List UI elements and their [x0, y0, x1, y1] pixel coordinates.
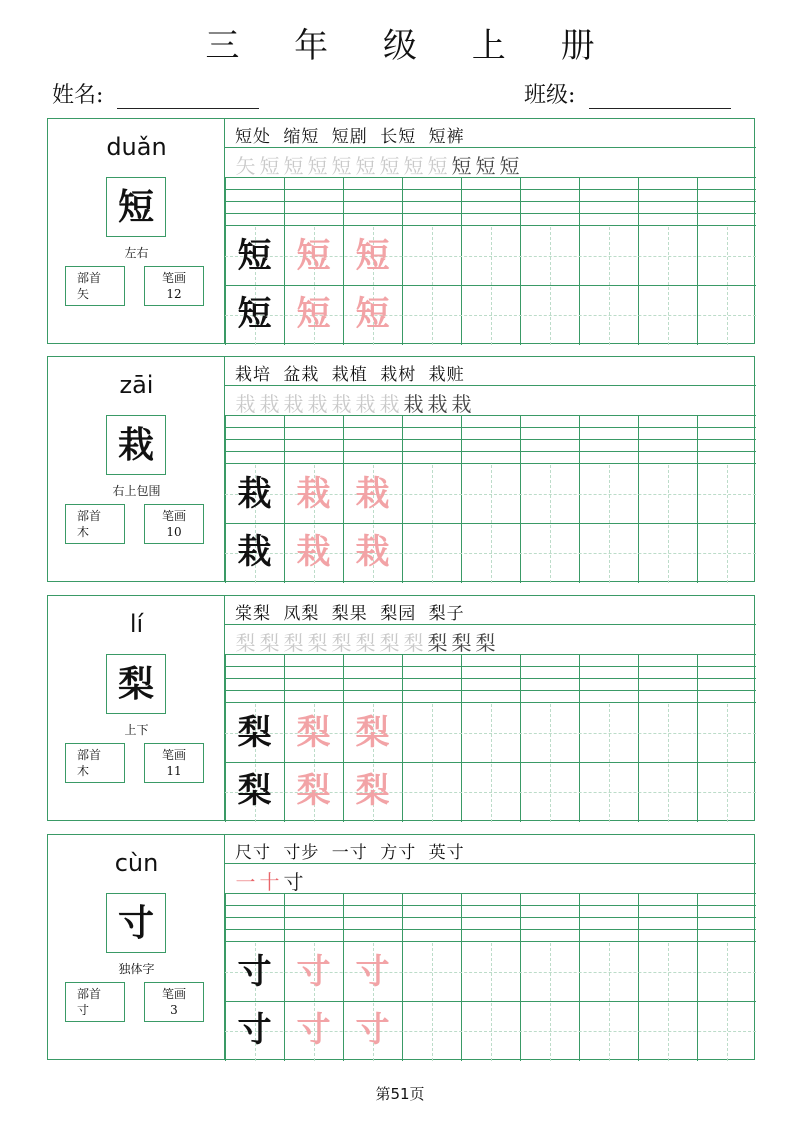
grid-guide-line — [550, 227, 551, 345]
grid-column-line — [579, 893, 580, 1061]
character-card — [47, 595, 755, 821]
grid-guide-line — [668, 943, 669, 1061]
stroke-order — [233, 150, 521, 176]
grid-row-line — [225, 201, 756, 202]
char-box — [106, 654, 166, 714]
radical-value: 木 — [77, 764, 90, 778]
radical-label: 部首 — [77, 509, 102, 523]
stroke-step: 梨 — [475, 631, 495, 655]
stroke-count-label: 笔画 — [161, 271, 186, 285]
main-character: 栽 — [117, 424, 154, 466]
radical-box — [65, 504, 125, 544]
grid-column-line — [520, 654, 521, 822]
radical-box — [65, 266, 125, 306]
grid-row-line — [225, 929, 756, 930]
stroke-step: 短 — [427, 154, 447, 178]
grid-guide-line — [727, 704, 728, 822]
main-character: 梨 — [117, 663, 154, 705]
stroke-step: 短 — [355, 154, 375, 178]
stroke-count-value: 12 — [166, 287, 182, 301]
rule-line — [225, 863, 756, 864]
pinyin: duǎn — [106, 133, 167, 161]
stroke-count-box — [144, 982, 204, 1022]
trace-character: 寸 — [296, 1010, 331, 1050]
grid-column-line — [520, 177, 521, 345]
trace-character: 梨 — [296, 713, 331, 753]
grid-column-line — [697, 415, 698, 583]
grid-column-line — [579, 654, 580, 822]
char-box — [106, 893, 166, 953]
stroke-step: 十 — [259, 870, 279, 894]
model-character: 短 — [237, 294, 272, 334]
grid-row-line — [225, 439, 756, 440]
stroke-count-box — [144, 743, 204, 783]
grid-column-line — [579, 177, 580, 345]
vocabulary-words: 棠梨 凤梨 梨果 梨园 梨子 — [235, 604, 465, 624]
trace-character: 梨 — [355, 713, 390, 753]
radical-value: 矢 — [77, 287, 90, 301]
writing-grid[interactable] — [225, 654, 756, 822]
page-number: 第51页 — [375, 1085, 425, 1103]
grid-row-line — [225, 893, 756, 894]
stroke-step: 短 — [307, 154, 327, 178]
radical-value: 木 — [77, 525, 90, 539]
stroke-count-label: 笔画 — [161, 748, 186, 762]
stroke-step: 一 — [235, 870, 255, 894]
grid-guide-line — [668, 465, 669, 583]
trace-character: 寸 — [296, 952, 331, 992]
grid-row-line — [225, 225, 756, 226]
stroke-step: 栽 — [427, 392, 447, 416]
grid-row-line — [225, 941, 756, 942]
stroke-step: 栽 — [355, 392, 375, 416]
stroke-step: 栽 — [379, 392, 399, 416]
char-info-panel — [48, 835, 225, 1059]
main-character: 寸 — [117, 902, 154, 944]
character-card — [47, 834, 755, 1060]
grid-guide-line — [727, 465, 728, 583]
page-title: 三 年 级 上 册 — [205, 26, 617, 66]
grid-row-line — [225, 702, 756, 703]
char-info-panel — [48, 119, 225, 343]
grid-column-line — [520, 415, 521, 583]
stroke-step: 栽 — [235, 392, 255, 416]
model-character: 栽 — [237, 532, 272, 572]
radical-label: 部首 — [77, 271, 102, 285]
char-info-panel — [48, 357, 225, 581]
vocabulary-words: 栽培 盆栽 栽植 栽树 栽赃 — [235, 365, 465, 385]
grid-guide-line — [727, 227, 728, 345]
grid-guide-line — [491, 704, 492, 822]
pinyin: lí — [129, 610, 144, 638]
stroke-count-value: 11 — [166, 764, 182, 778]
stroke-step: 短 — [499, 154, 519, 178]
stroke-step: 梨 — [259, 631, 279, 655]
stroke-step: 栽 — [403, 392, 423, 416]
stroke-order — [233, 627, 497, 653]
rule-line — [225, 147, 756, 148]
trace-character: 短 — [355, 236, 390, 276]
stroke-count-label: 笔画 — [161, 509, 186, 523]
grid-guide-line — [432, 943, 433, 1061]
radical-label: 部首 — [77, 748, 102, 762]
grid-guide-line — [550, 465, 551, 583]
grid-column-line — [697, 893, 698, 1061]
stroke-step: 梨 — [283, 631, 303, 655]
grid-row-line — [225, 415, 756, 416]
grid-row-line — [225, 213, 756, 214]
model-character: 寸 — [237, 1010, 272, 1050]
vocabulary-words: 短处 缩短 短剧 长短 短裤 — [235, 127, 465, 147]
structure-label: 上下 — [124, 723, 149, 737]
radical-box — [65, 982, 125, 1022]
grid-guide-line — [609, 465, 610, 583]
stroke-step: 栽 — [307, 392, 327, 416]
grid-column-line — [638, 654, 639, 822]
char-info-panel — [48, 596, 225, 820]
grid-row-line — [225, 917, 756, 918]
stroke-step: 梨 — [235, 631, 255, 655]
stroke-step: 短 — [283, 154, 303, 178]
stroke-order — [233, 866, 305, 892]
grid-column-line — [402, 654, 403, 822]
grid-guide-line — [432, 704, 433, 822]
main-character: 短 — [117, 186, 154, 228]
trace-character: 寸 — [355, 1010, 390, 1050]
grid-row-line — [225, 905, 756, 906]
radical-value: 寸 — [77, 1003, 90, 1017]
stroke-step: 梨 — [403, 631, 423, 655]
grid-row-line — [225, 678, 756, 679]
grid-guide-line — [550, 704, 551, 822]
grid-row-line — [225, 189, 756, 190]
grid-guide-line — [609, 704, 610, 822]
stroke-step: 栽 — [283, 392, 303, 416]
stroke-step: 梨 — [379, 631, 399, 655]
stroke-count-box — [144, 266, 204, 306]
name-blank-line[interactable] — [117, 85, 259, 109]
grid-row-line — [225, 177, 756, 178]
grid-guide-line — [491, 227, 492, 345]
grid-guide-line — [432, 465, 433, 583]
trace-character: 栽 — [355, 474, 390, 514]
trace-character: 梨 — [296, 771, 331, 811]
stroke-order — [233, 388, 473, 414]
grid-row-line — [225, 690, 756, 691]
stroke-step: 短 — [451, 154, 471, 178]
model-character: 梨 — [237, 771, 272, 811]
stroke-step: 梨 — [331, 631, 351, 655]
stroke-step: 梨 — [427, 631, 447, 655]
model-character: 栽 — [237, 474, 272, 514]
rule-line — [225, 624, 756, 625]
stroke-step: 矢 — [235, 154, 255, 178]
stroke-step: 栽 — [451, 392, 471, 416]
stroke-count-value: 10 — [166, 525, 182, 539]
grid-column-line — [638, 415, 639, 583]
grid-column-line — [461, 893, 462, 1061]
practice-panel — [225, 596, 756, 820]
trace-character: 栽 — [296, 474, 331, 514]
character-card — [47, 118, 755, 344]
pinyin: cùn — [114, 849, 159, 877]
grid-guide-line — [491, 943, 492, 1061]
grid-guide-line — [491, 465, 492, 583]
stroke-step: 短 — [331, 154, 351, 178]
grid-column-line — [461, 177, 462, 345]
practice-panel — [225, 357, 756, 581]
grid-row-line — [225, 451, 756, 452]
writing-grid[interactable] — [225, 177, 756, 345]
grid-row-line — [225, 427, 756, 428]
stroke-count-label: 笔画 — [161, 987, 186, 1001]
grid-column-line — [461, 654, 462, 822]
grid-guide-line — [668, 227, 669, 345]
radical-box — [65, 743, 125, 783]
stroke-step: 栽 — [331, 392, 351, 416]
grid-column-line — [520, 893, 521, 1061]
char-box — [106, 415, 166, 475]
pinyin: zāi — [119, 371, 154, 399]
grid-column-line — [697, 177, 698, 345]
practice-panel — [225, 119, 756, 343]
trace-character: 栽 — [355, 532, 390, 572]
class-label: 班级: — [524, 83, 576, 108]
stroke-step: 短 — [475, 154, 495, 178]
stroke-count-value: 3 — [170, 1003, 178, 1017]
trace-character: 短 — [296, 294, 331, 334]
grid-column-line — [697, 654, 698, 822]
grid-guide-line — [432, 227, 433, 345]
writing-grid[interactable] — [225, 893, 756, 1061]
grid-column-line — [402, 893, 403, 1061]
trace-character: 短 — [355, 294, 390, 334]
grid-guide-line — [668, 704, 669, 822]
stroke-step: 短 — [379, 154, 399, 178]
writing-grid[interactable] — [225, 415, 756, 583]
grid-column-line — [402, 177, 403, 345]
grid-row-line — [225, 654, 756, 655]
character-card — [47, 356, 755, 582]
radical-label: 部首 — [77, 987, 102, 1001]
grid-guide-line — [727, 943, 728, 1061]
grid-column-line — [402, 415, 403, 583]
structure-label: 右上包围 — [112, 484, 161, 498]
name-label: 姓名: — [52, 83, 104, 108]
model-character: 梨 — [237, 713, 272, 753]
stroke-step: 梨 — [451, 631, 471, 655]
model-character: 短 — [237, 236, 272, 276]
name-field — [52, 78, 259, 109]
stroke-count-box — [144, 504, 204, 544]
model-character: 寸 — [237, 952, 272, 992]
grid-guide-line — [609, 227, 610, 345]
vocabulary-words: 尺寸 寸步 一寸 方寸 英寸 — [235, 843, 465, 863]
stroke-step: 短 — [259, 154, 279, 178]
trace-character: 短 — [296, 236, 331, 276]
class-field — [524, 78, 731, 109]
stroke-step: 寸 — [283, 870, 303, 894]
structure-label: 独体字 — [118, 962, 155, 976]
grid-row-line — [225, 463, 756, 464]
practice-panel — [225, 835, 756, 1059]
grid-column-line — [638, 893, 639, 1061]
trace-character: 栽 — [296, 532, 331, 572]
trace-character: 梨 — [355, 771, 390, 811]
grid-column-line — [579, 415, 580, 583]
stroke-step: 梨 — [307, 631, 327, 655]
structure-label: 左右 — [124, 246, 149, 260]
grid-guide-line — [609, 943, 610, 1061]
char-box — [106, 177, 166, 237]
stroke-step: 短 — [403, 154, 423, 178]
grid-row-line — [225, 666, 756, 667]
class-blank-line[interactable] — [589, 85, 731, 109]
grid-column-line — [638, 177, 639, 345]
rule-line — [225, 385, 756, 386]
trace-character: 寸 — [355, 952, 390, 992]
stroke-step: 栽 — [259, 392, 279, 416]
stroke-step: 梨 — [355, 631, 375, 655]
grid-guide-line — [550, 943, 551, 1061]
grid-column-line — [461, 415, 462, 583]
